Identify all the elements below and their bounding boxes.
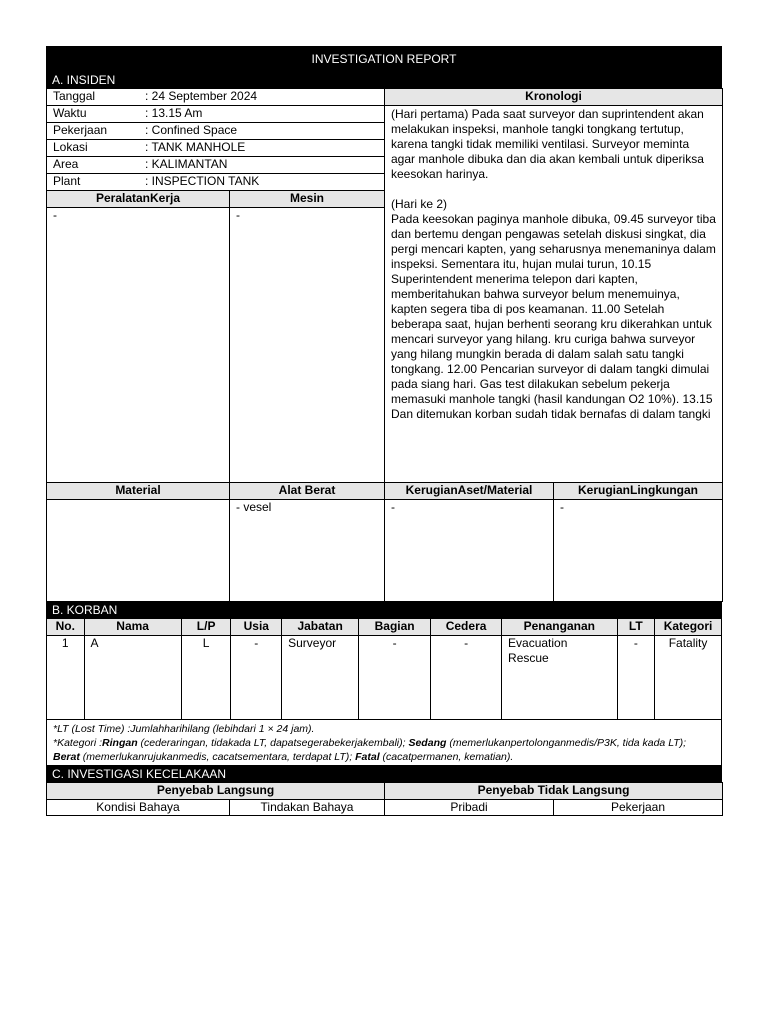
- kronologi-header: Kronologi: [385, 89, 722, 106]
- kerugian-lingkungan-header: KerugianLingkungan: [554, 483, 723, 500]
- mesin-header: Mesin: [230, 191, 385, 208]
- penyebab-langsung-header: Penyebab Langsung: [47, 783, 385, 800]
- note-kategori: [53, 736, 715, 764]
- investigasi-table: [46, 782, 723, 816]
- section-a-heading: A. INSIDEN: [46, 72, 722, 88]
- cell-lt: -: [617, 636, 655, 720]
- insiden-table: [46, 88, 723, 483]
- col-lt: LT: [617, 619, 655, 636]
- kronologi-text: (Hari pertama) Pada saat surveyor dan suprintendent akan melakukan inspeksi, manhole tangki tongkang tertutup, karena tangki tidak memiliki ventilasi. Surveyor meminta agar manhole dibuka dan dia akan kembali untuk diperiksa keesokan harinya. (Hari ke 2) Pada keesokan paginya manhole dibuka, 09.45 surveyor tiba dan bertemu dengan pengawas setelah diskusi singkat, dia pergi mencari kapten, yang seharusnya menemaninya dalam inspeksi. Sementara itu, hujan mulai turun, 10.15 Superintendent menerima telepon dari kapten, memberitahukan bahwa surveyor belum menemuinya, kapten segera tiba di pos keamanan. 11.00 Setelah beberapa saat, hujan berhenti seorang kru dikerahkan untuk mencari surveyor yang hilang. kru curiga bahwa surveyor yang hilang mungkin berada di dalam salah satu tangki tongkang. 12.00 Pencarian surveyor di dalam tangki dimulai pada siang hari. Gas test dilakukan sebelum pekerja memasuki manhole tangki (hasil kandungan O2 10%). 13.15 Dan ditemukan korban sudah tidak bernafas di dalam tangki: [391, 107, 716, 421]
- incident-field-value: : Confined Space: [139, 123, 384, 140]
- cell-penanganan: Evacuation Rescue: [502, 636, 618, 720]
- incident-field-row: [47, 106, 384, 123]
- korban-notes: [46, 720, 722, 766]
- peralatan-value: -: [47, 208, 230, 483]
- korban-table: [46, 618, 722, 720]
- kondisi-bahaya-header: Kondisi Bahaya: [47, 800, 230, 816]
- incident-field-row: [47, 123, 384, 140]
- material-table: [46, 482, 723, 602]
- incident-field-value: : TANK MANHOLE: [139, 140, 384, 157]
- note-lt: *LT (Lost Time) :Jumlahharihilang (lebihdari 1 × 24 jam).: [53, 723, 315, 735]
- kerugian-aset-value: -: [385, 500, 554, 602]
- alat-berat-value: - vesel: [230, 500, 385, 602]
- col-cedera: Cedera: [431, 619, 502, 636]
- incident-field-value: : 24 September 2024: [139, 89, 384, 106]
- kronologi-cell: [385, 89, 723, 483]
- alat-berat-header: Alat Berat: [230, 483, 385, 500]
- cell-cedera: -: [431, 636, 502, 720]
- kerugian-lingkungan-value: -: [554, 500, 723, 602]
- material-header: Material: [47, 483, 230, 500]
- incident-field-value: : INSPECTION TANK: [145, 174, 260, 188]
- sedang-desc: (memerlukanpertolonganmedis/P3K, tida kada LT);: [446, 737, 687, 749]
- material-value: [47, 500, 230, 602]
- fatal-desc: (cacatpermanen, kematian).: [379, 751, 514, 763]
- investigation-report: [46, 46, 722, 816]
- incident-field-value: : 13.15 Am: [139, 106, 384, 123]
- mesin-value: -: [230, 208, 385, 483]
- pekerjaan-header: Pekerjaan: [554, 800, 723, 816]
- kerugian-aset-header: KerugianAset/Material: [385, 483, 554, 500]
- incident-field-row: [47, 140, 384, 157]
- col-bagian: Bagian: [359, 619, 431, 636]
- col-nama: Nama: [84, 619, 181, 636]
- pribadi-header: Pribadi: [385, 800, 554, 816]
- sedang-label: Sedang: [408, 737, 447, 749]
- incident-field-row: [47, 89, 384, 106]
- incident-field-label: Waktu: [47, 106, 139, 123]
- incident-field-label: Lokasi: [47, 140, 139, 157]
- col-jabatan: Jabatan: [282, 619, 359, 636]
- cell-usia: -: [231, 636, 282, 720]
- incident-field-label: Pekerjaan: [47, 123, 139, 140]
- incident-fields: [47, 89, 385, 191]
- note-kategori-prefix: *Kategori :: [53, 737, 103, 749]
- tindakan-bahaya-header: Tindakan Bahaya: [230, 800, 385, 816]
- incident-fields-table: [47, 89, 384, 190]
- incident-field-value: : KALIMANTAN: [139, 157, 384, 174]
- cell-bagian: -: [359, 636, 431, 720]
- incident-field-row: [47, 157, 384, 174]
- incident-field-label: Tanggal: [47, 89, 139, 106]
- ringan-label: Ringan: [102, 737, 138, 749]
- col-penanganan: Penanganan: [502, 619, 618, 636]
- cell-no: 1: [47, 636, 85, 720]
- incident-field-label: Plant: [53, 174, 81, 188]
- ringan-desc: (cederaringan, tidakada LT, dapatsegerabekerjakembali);: [137, 737, 409, 749]
- section-c-heading: C. INVESTIGASI KECELAKAAN: [46, 766, 722, 782]
- peralatan-header: PeralatanKerja: [47, 191, 230, 208]
- col-kategori: Kategori: [655, 619, 722, 636]
- fatal-label: Fatal: [355, 751, 380, 763]
- col-usia: Usia: [231, 619, 282, 636]
- cell-jabatan: Surveyor: [282, 636, 359, 720]
- cell-kategori: Fatality: [655, 636, 722, 720]
- report-title: INVESTIGATION REPORT: [46, 46, 722, 72]
- penyebab-tidak-langsung-header: Penyebab Tidak Langsung: [385, 783, 723, 800]
- table-row: [47, 636, 722, 720]
- col-no: No.: [47, 619, 85, 636]
- col-lp: L/P: [181, 619, 231, 636]
- incident-field-row: [47, 174, 384, 191]
- cell-nama: A: [84, 636, 181, 720]
- berat-label: Berat: [53, 751, 80, 763]
- cell-lp: L: [181, 636, 231, 720]
- section-b-heading: B. KORBAN: [46, 602, 722, 618]
- berat-desc: (memerlukanrujukanmedis, cacatsementara, terdapat LT);: [79, 751, 356, 763]
- incident-field-label: Area: [47, 157, 139, 174]
